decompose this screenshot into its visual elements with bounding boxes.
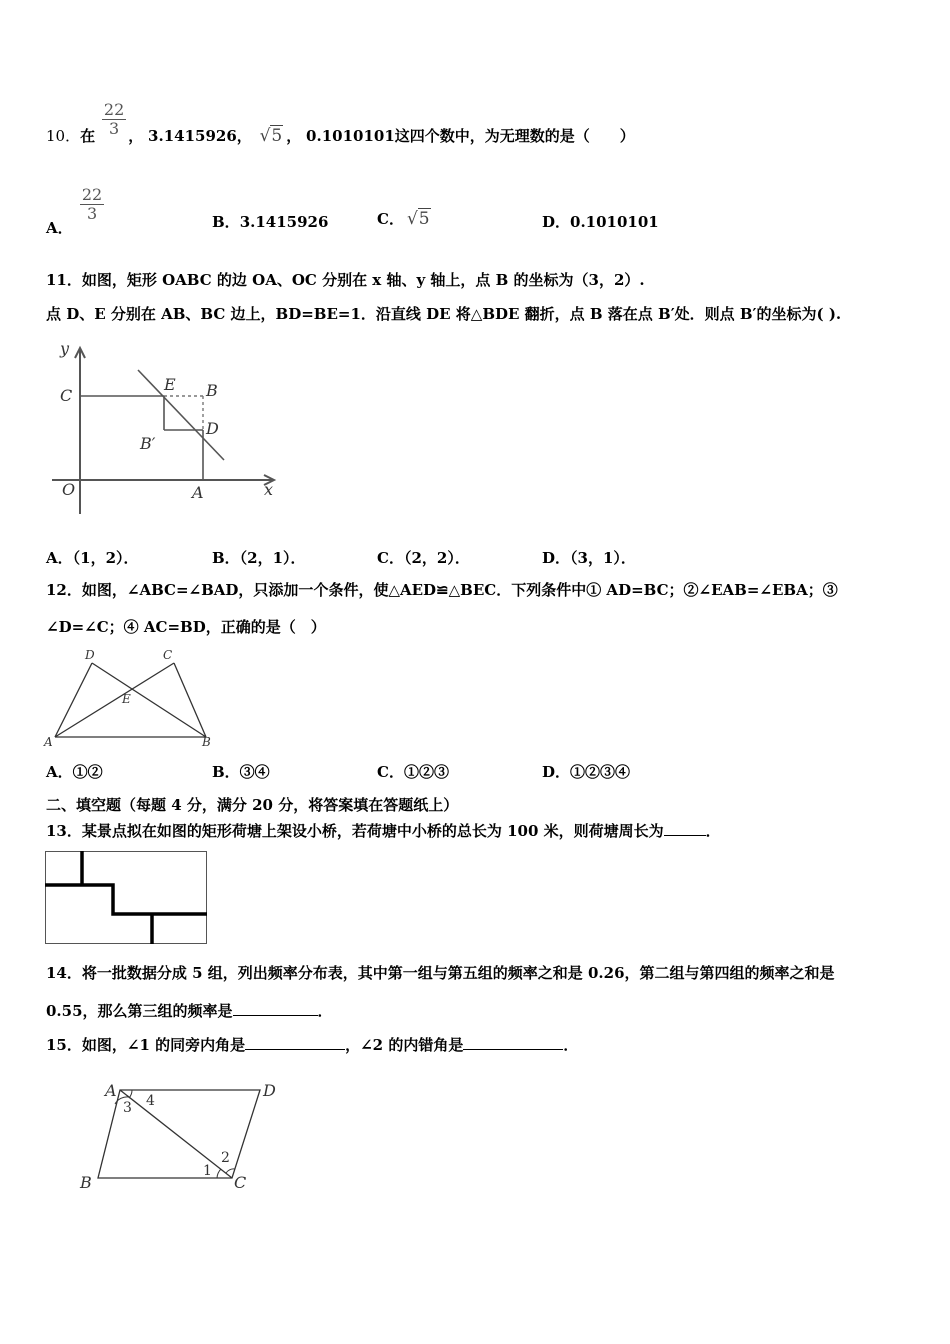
q10-rep: 0.1010101 (306, 127, 395, 145)
q10-option-b[interactable] (212, 211, 328, 232)
q10-option-a-num: 22 (81, 185, 103, 204)
q15-blank1[interactable] (245, 1035, 345, 1050)
q10-sep3: ， (286, 127, 302, 145)
label-y: y (60, 339, 70, 358)
q13-end: ． (705, 822, 721, 840)
q10-option-b-label: B． (212, 213, 240, 231)
angle-arc-4 (129, 1090, 132, 1098)
pond-rectangle (46, 852, 207, 944)
label-c: C (234, 1173, 247, 1192)
q11-line2: 点 D、E 分别在 AB、BC 边上，BD=BE=1．沿直线 DE 将△BDE 翻折，点 B 落在点 B′处．则点 B′的坐标为( ). (46, 305, 842, 323)
q12-figure (40, 644, 220, 750)
q14-end: ． (317, 1002, 333, 1020)
q10-option-d-value: 0.1010101 (570, 213, 659, 231)
q14-line1: 14．将一批数据分成 5 组，列出频率分布表，其中第一组与第五组的频率之和是 0.26，第二组与第四组的频率之和是 (46, 964, 835, 982)
q11-figure (46, 338, 286, 518)
q10-sep1: ， (128, 127, 144, 145)
q10-sep2: ， (236, 127, 252, 145)
q10-post: 这四个数中，为无理数的是（ ） (394, 127, 635, 145)
q10-option-a-label: A． (46, 218, 73, 237)
q12-line2: ∠D=∠C；④ AC=BD，正确的是（ ） (46, 618, 326, 636)
label-e: E (164, 375, 176, 394)
q15-text1: 15．如图，∠1 的同旁内角是 (46, 1036, 246, 1054)
q11-option-b[interactable]: B．（2，1）． (212, 549, 306, 567)
label-b: B (206, 381, 218, 400)
diagonal-ac (120, 1090, 232, 1178)
label-angle-3: 3 (123, 1100, 132, 1116)
q15-figure (72, 1076, 292, 1200)
q10-frac-num: 22 (103, 99, 125, 119)
q13-blank[interactable] (664, 821, 706, 836)
q10-option-c[interactable] (377, 208, 434, 229)
label-angle-4: 4 (146, 1093, 155, 1109)
q12-option-a[interactable]: A．①② (46, 763, 103, 781)
label-c: C (60, 386, 73, 405)
q10-option-a-den: 3 (86, 204, 98, 223)
q14-blank[interactable] (233, 1001, 318, 1016)
q10-sqrt: √5 (259, 126, 283, 146)
q10-option-d[interactable] (542, 211, 659, 232)
q10-option-b-value: 3.1415926 (239, 213, 329, 231)
q10-line (46, 99, 635, 156)
q10-option-c-label: C． (377, 210, 404, 228)
label-b: B (80, 1173, 92, 1192)
label-a: A (105, 1081, 117, 1100)
q11-option-a[interactable]: A．（1，2）． (46, 549, 139, 567)
label-d: D (206, 419, 219, 438)
q10-sqrt-arg: 5 (271, 126, 283, 146)
q10-frac-den: 3 (108, 118, 120, 138)
q11-option-c[interactable]: C．（2，2）． (377, 549, 470, 567)
q10-pi-approx: 3.1415926 (148, 127, 237, 145)
label-d: D (85, 648, 95, 662)
q12-option-b[interactable]: B．③④ (212, 763, 270, 781)
q12-option-c[interactable]: C．①②③ (377, 763, 449, 781)
label-b: B (202, 735, 211, 749)
q10-option-a-fraction (80, 186, 104, 223)
label-d: D (263, 1081, 276, 1100)
q15-blank2[interactable] (463, 1035, 563, 1050)
label-angle-1: 1 (203, 1163, 212, 1179)
q13-line (46, 821, 721, 841)
q13-text: 13．某景点拟在如图的矩形荷塘上架设小桥，若荷塘中小桥的总长为 100 米，则荷塘周长为 (46, 822, 664, 840)
label-c: C (163, 648, 173, 662)
q12-option-d[interactable]: D．①②③④ (542, 763, 631, 781)
label-x: x (264, 480, 274, 499)
q10-option-c-sqrt: √5 (406, 209, 430, 229)
q13-figure (45, 851, 209, 946)
q10-option-d-label: D． (542, 213, 571, 231)
q10-fraction (102, 101, 126, 138)
q11-option-d[interactable]: D．（3，1）． (542, 549, 636, 567)
q15-line (46, 1035, 578, 1055)
label-a: A (44, 735, 53, 749)
section2-title: 二、填空题（每题 4 分，满分 20 分，将答案填在答题纸上） (46, 796, 459, 814)
q14-line2-pre: 0.55，那么第三组的频率是 (46, 1002, 233, 1020)
q10-option-c-sqrt-arg: 5 (418, 209, 430, 229)
label-angle-2: 2 (221, 1150, 230, 1166)
q15-text2: ，∠2 的内错角是 (345, 1036, 464, 1054)
q11-line1: 11．如图，矩形 OABC 的边 OA、OC 分别在 x 轴、y 轴上，点 B 的坐标为（3，2）. (46, 271, 645, 289)
label-o: O (62, 480, 76, 499)
q10-pre: 在 (80, 127, 96, 145)
q14-line2 (46, 1001, 333, 1021)
angle-arc-1 (217, 1169, 221, 1178)
q12-line1: 12．如图，∠ABC=∠BAD，只添加一个条件，使△AED≌△BEC．下列条件中① AD=BC；②∠EAB=∠EBA；③ (46, 581, 838, 599)
q10-number: 10． (46, 127, 81, 145)
label-e: E (122, 692, 131, 706)
label-a: A (192, 483, 204, 502)
segment-bd (92, 663, 206, 737)
q10-option-a[interactable] (46, 185, 106, 237)
q15-end: ． (563, 1036, 579, 1054)
label-b-prime: B′ (140, 434, 156, 453)
